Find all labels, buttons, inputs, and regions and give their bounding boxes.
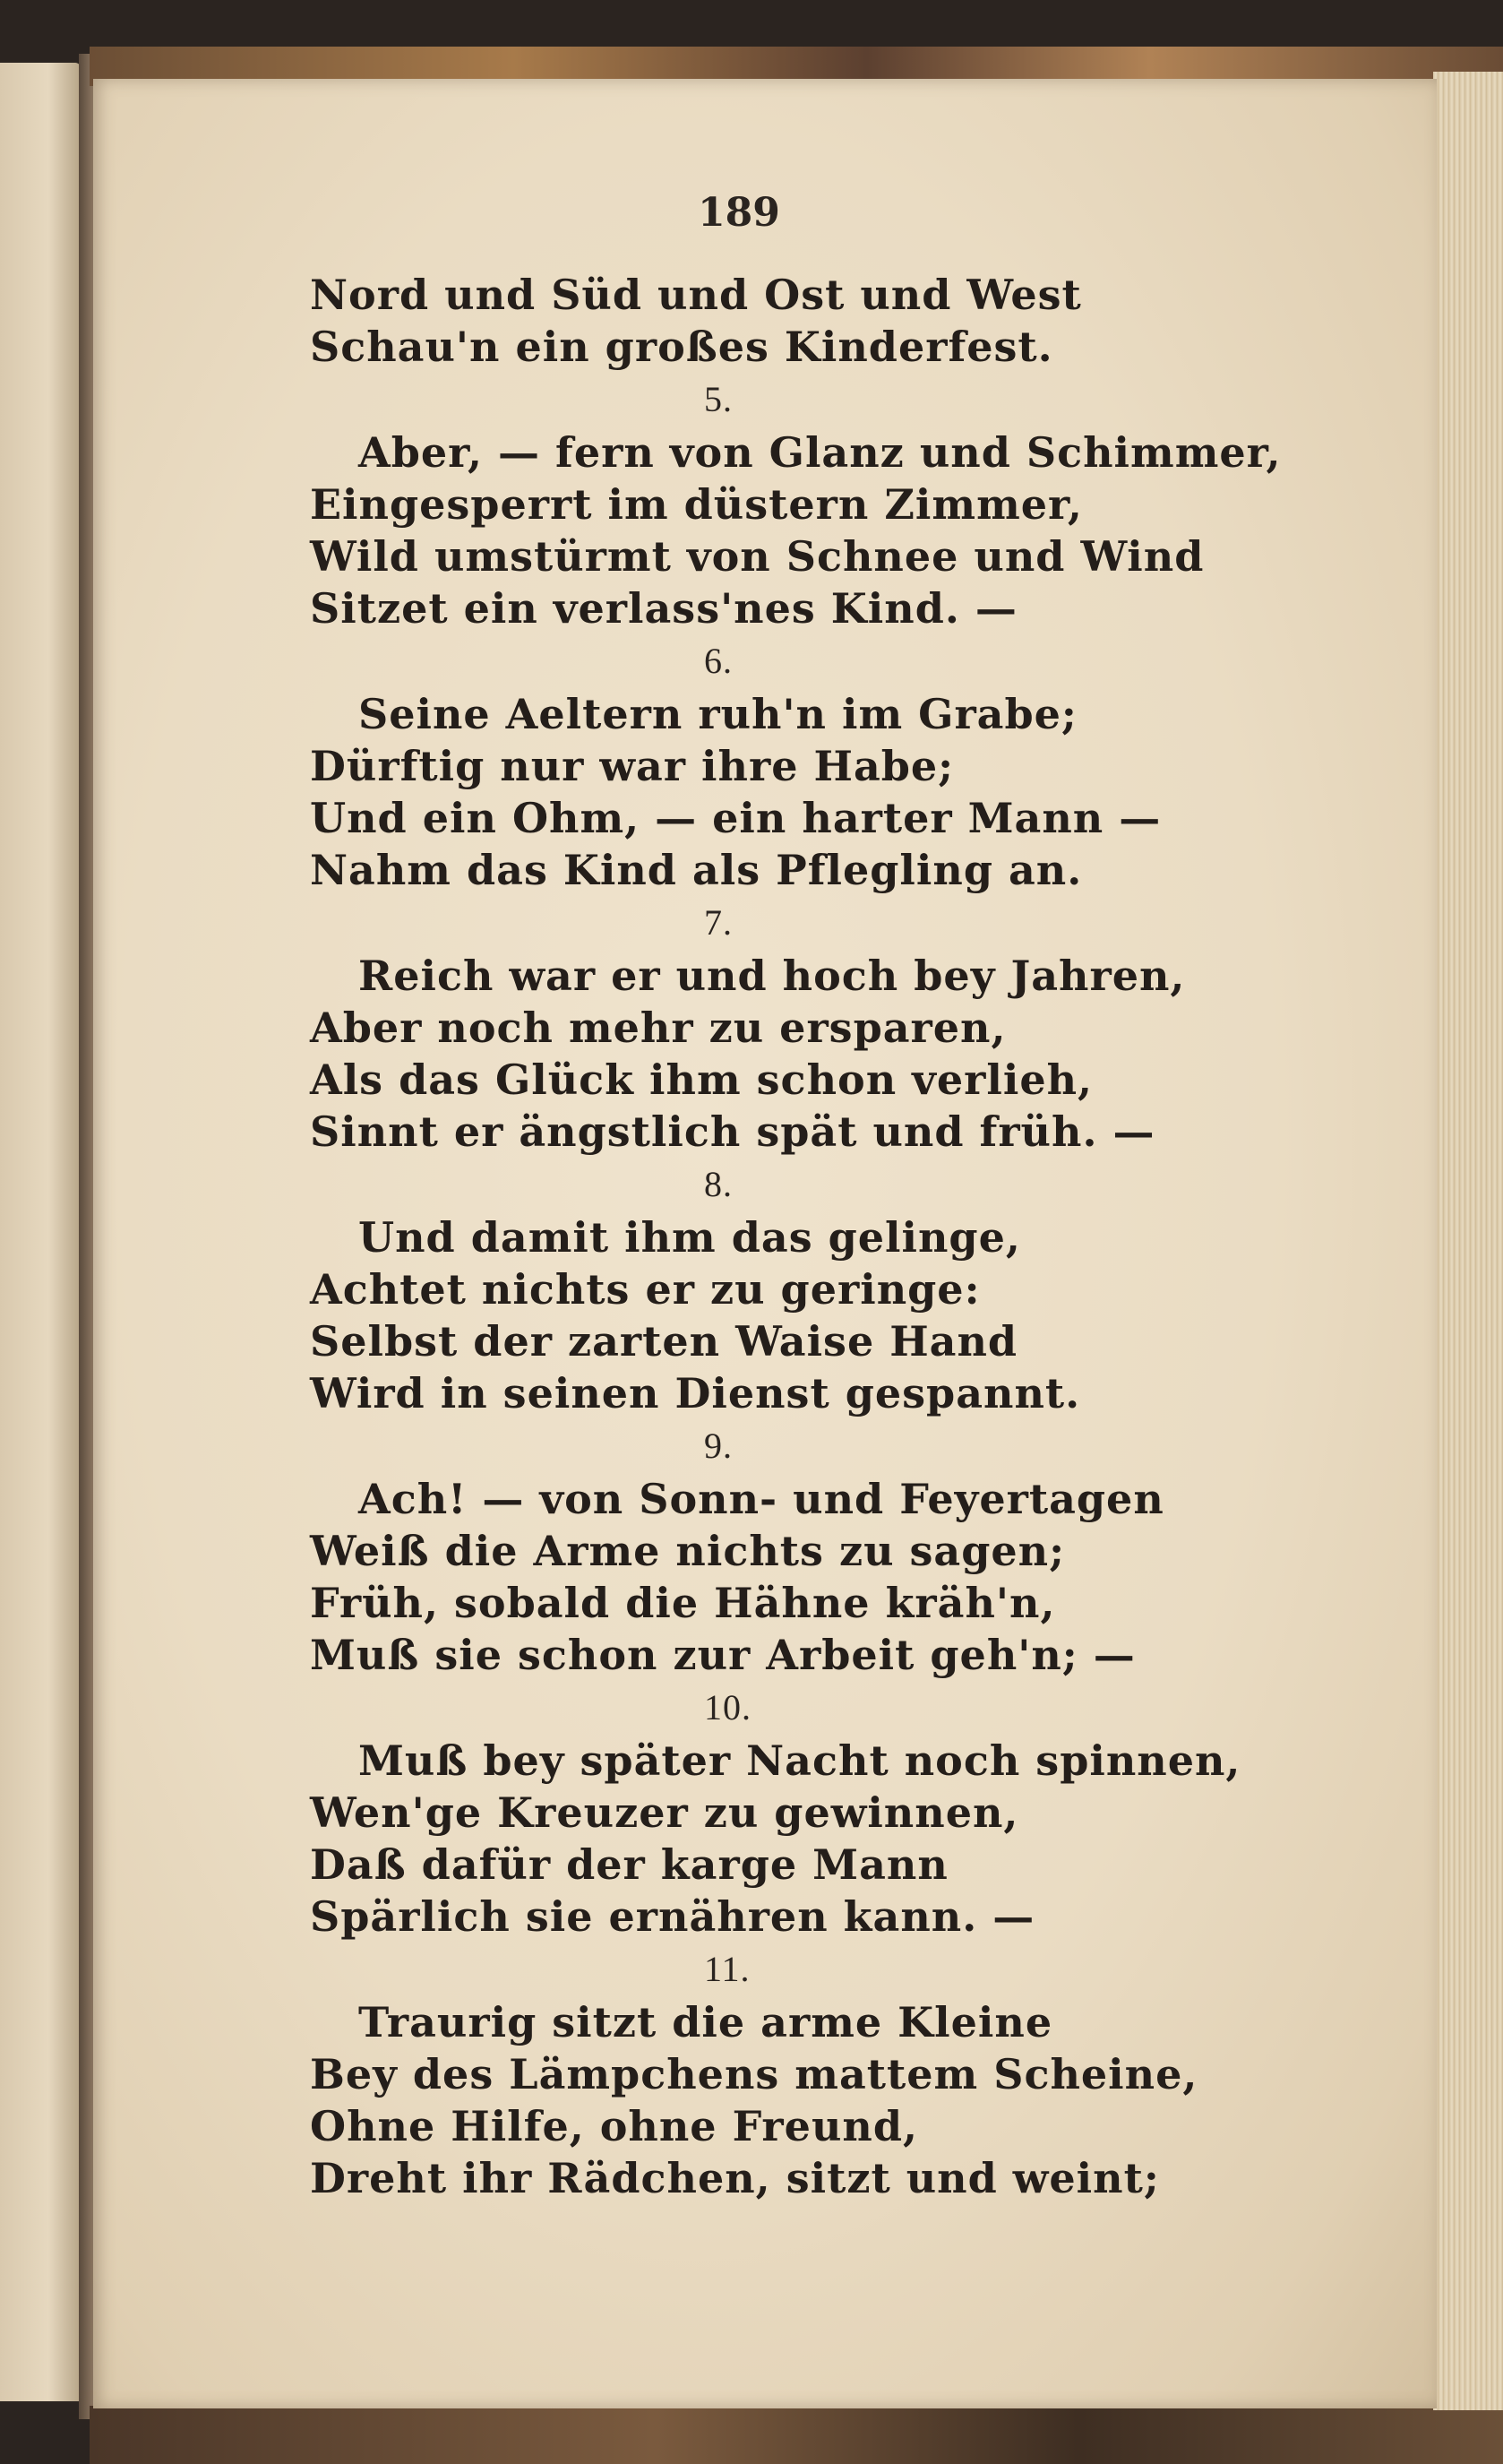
- poem-line: Spärlich sie ernähren kann. —: [310, 1892, 1035, 1941]
- poem-line: Eingesperrt im düstern Zimmer,: [310, 480, 1083, 529]
- poem-line: Früh, sobald die Hähne kräh'n,: [310, 1579, 1056, 1627]
- book-gutter: [79, 54, 93, 2419]
- cover-edge-bottom: [90, 2406, 1503, 2464]
- stanza-number: 5.: [704, 379, 733, 419]
- poem-line: Traurig sitzt die arme Kleine: [358, 1998, 1053, 2046]
- poem-text: [310, 269, 1340, 2204]
- poem-line: Bey des Lämpchens mattem Scheine,: [310, 2050, 1198, 2098]
- poem-line: Und damit ihm das gelinge,: [358, 1213, 1021, 1262]
- facing-page-edge: [0, 63, 81, 2401]
- poem-line: Wird in seinen Dienst gespannt.: [310, 1369, 1081, 1417]
- poem-line: Ohne Hilfe, ohne Freund,: [310, 2102, 919, 2150]
- poem-line: Dreht ihr Rädchen, sitzt und weint;: [310, 2154, 1160, 2202]
- poem-line: Dürftig nur war ihre Habe;: [310, 742, 955, 790]
- stanza-number: 7.: [704, 902, 733, 943]
- poem-line: Sinnt er ängstlich spät und früh. —: [310, 1107, 1155, 1156]
- poem-line: Sitzet ein verlass'nes Kind. —: [310, 584, 1018, 633]
- poem-line: Selbst der zarten Waise Hand: [310, 1317, 1018, 1366]
- page-stack-edge: [1433, 72, 1503, 2410]
- poem-line: Aber, — fern von Glanz und Schimmer,: [358, 428, 1282, 477]
- page-number: 189: [698, 190, 780, 236]
- poem-line: Nahm das Kind als Pflegling an.: [310, 846, 1083, 894]
- poem-line: Schau'n ein großes Kinderfest.: [310, 323, 1053, 371]
- poem-line: Aber noch mehr zu ersparen,: [310, 1004, 1007, 1052]
- stanza-number: 10.: [704, 1687, 752, 1727]
- poem-line: Muß bey später Nacht noch spinnen,: [358, 1736, 1241, 1785]
- poem-line: Und ein Ohm, — ein harter Mann —: [310, 794, 1162, 842]
- poem-line: Daß dafür der karge Mann: [310, 1840, 949, 1889]
- poem-line: Ach! — von Sonn- und Feyertagen: [358, 1475, 1164, 1523]
- stanza-number: 9.: [704, 1426, 733, 1466]
- stanza-number: 6.: [704, 641, 733, 681]
- poem-line: Achtet nichts er zu geringe:: [310, 1265, 981, 1314]
- poem-line: Weiß die Arme nichts zu sagen;: [310, 1527, 1066, 1575]
- poem-line: Nord und Süd und Ost und West: [310, 271, 1082, 319]
- poem-line: Seine Aeltern ruh'n im Grabe;: [358, 690, 1078, 738]
- stanza-number: 11.: [704, 1949, 751, 1989]
- poem-line: Wen'ge Kreuzer zu gewinnen,: [310, 1788, 1019, 1837]
- poem-line: Muß sie schon zur Arbeit geh'n; —: [310, 1631, 1136, 1679]
- stanza-number: 8.: [704, 1164, 733, 1204]
- poem-line: Wild umstürmt von Schnee und Wind: [310, 532, 1205, 581]
- poem-line: Als das Glück ihm schon verlieh,: [310, 1055, 1094, 1104]
- poem-line: Reich war er und hoch bey Jahren,: [358, 952, 1186, 1000]
